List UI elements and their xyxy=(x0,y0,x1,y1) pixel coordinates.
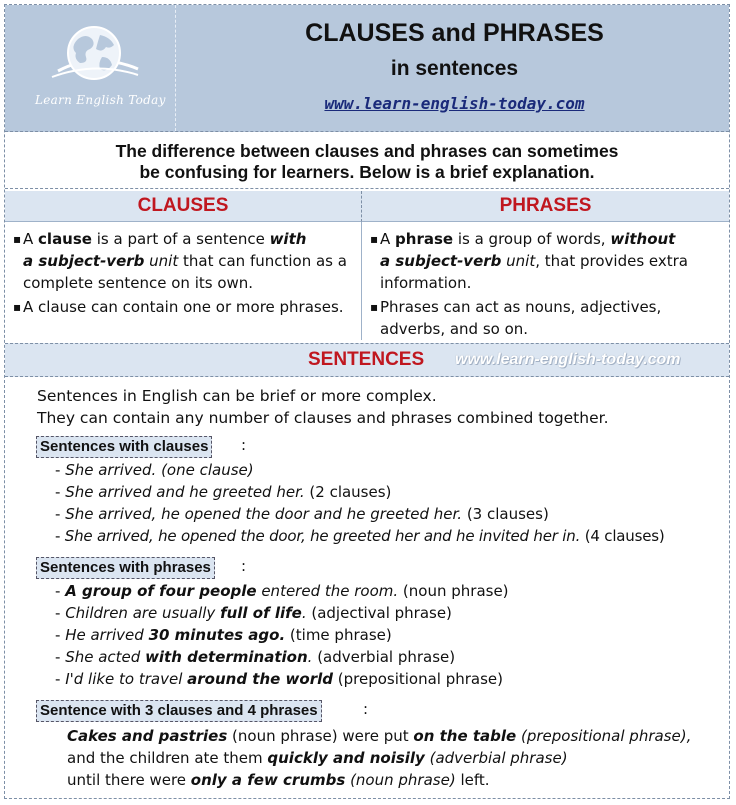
page-title: CLAUSES and PHRASES xyxy=(305,19,604,47)
clauses-heading: CLAUSES xyxy=(5,191,362,222)
sentences-heading: SENTENCES xyxy=(308,349,425,370)
phrase-example-2: - Children are usually full of life. (adjectival phrase) xyxy=(55,604,452,622)
sentences-intro-1: Sentences in English can be brief or more complex. xyxy=(37,387,437,405)
header xyxy=(5,5,729,132)
intro-line-2: be confusing for learners. Below is a brief explanation. xyxy=(139,162,595,182)
phrase-example-4: - She acted with determination. (adverbial phrase) xyxy=(55,648,456,666)
clause-example-3: - She arrived, he opened the door and he greeted her. (3 clauses) xyxy=(55,505,549,523)
clauses-label: Sentences with clauses xyxy=(36,436,212,458)
clauses-bullet-2: ▪ A clause can contain one or more phrases. xyxy=(13,298,344,316)
phrases-label: Sentences with phrases xyxy=(36,557,215,579)
page-subtitle: in sentences xyxy=(390,57,519,80)
phrases-column xyxy=(362,222,729,340)
clause-example-2: - She arrived and he greeted her. (2 clauses) xyxy=(55,483,392,501)
site-link[interactable]: www.learn-english-today.com xyxy=(324,94,585,113)
intro-text xyxy=(5,132,729,189)
mixed-label: Sentence with 3 clauses and 4 phrases xyxy=(36,700,322,722)
logo xyxy=(5,5,176,131)
mixed-example-line-1: Cakes and pastries (noun phrase) were put on the table (prepositional phrase), xyxy=(67,727,692,745)
clause-example-1: - She arrived. (one clause) xyxy=(55,461,254,479)
phrase-example-3: - He arrived 30 minutes ago. (time phrase) xyxy=(55,626,392,644)
infographic-card xyxy=(4,4,730,799)
sentences-heading-bar xyxy=(5,343,729,377)
mixed-example-line-3: until there were only a few crumbs (noun phrase) left. xyxy=(67,771,490,789)
phrases-bullet-1: ▪ A phrase is a group of words, without a subject-verb unit, that provides extra information. xyxy=(370,230,688,292)
mixed-example-line-2: and the children ate them quickly and noisily (adverbial phrase) xyxy=(67,749,568,767)
clauses-label-colon: : xyxy=(241,436,247,454)
phrases-label-colon: : xyxy=(241,557,247,575)
phrase-example-1: - A group of four people entered the room. (noun phrase) xyxy=(55,582,509,600)
clause-example-4: - She arrived, he opened the door, he greeted her and he invited her in. (4 clauses) xyxy=(55,527,665,545)
sentences-intro-2: They can contain any number of clauses and phrases combined together. xyxy=(37,409,609,427)
globe-icon xyxy=(50,21,140,89)
phrase-example-5: - I'd like to travel around the world (prepositional phrase) xyxy=(55,670,504,688)
phrases-heading: PHRASES xyxy=(362,191,729,222)
clauses-bullet-1: ▪ A clause is a part of a sentence with a subject-verb unit that can function as a complete sentence on its own. xyxy=(13,230,347,292)
mixed-label-colon: : xyxy=(363,700,369,718)
phrases-bullet-2: ▪ Phrases can act as nouns, adjectives, adverbs, and so on. xyxy=(370,298,662,338)
intro-line-1: The difference between clauses and phrases can sometimes xyxy=(115,141,619,161)
logo-text: Learn English Today xyxy=(35,93,166,107)
clauses-column xyxy=(5,222,362,340)
watermark: www.learn-english-today.com xyxy=(455,351,681,368)
